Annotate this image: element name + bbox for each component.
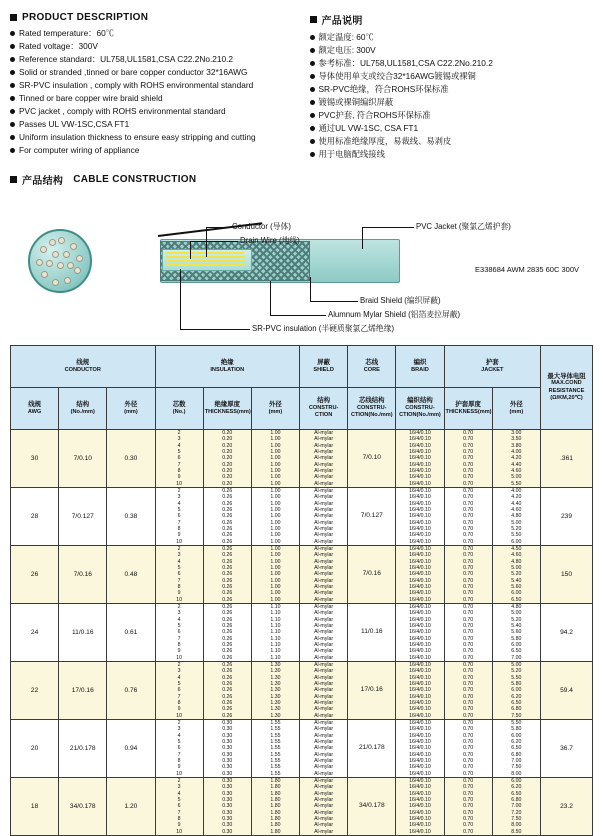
label-pvc-jacket: PVC Jacket (聚氯乙烯护套) (416, 222, 511, 231)
list-item-label: 使用标准绝缘厚度，易裁线、易剥皮 (318, 136, 452, 146)
cell-shield-construction: Al-mylar Al-mylar Al-mylar Al-mylar Al-mylar Al-mylar Al-mylar Al-mylar Al-mylar (300, 546, 348, 604)
cell-shield-construction: Al-mylar Al-mylar Al-mylar Al-mylar Al-mylar Al-mylar Al-mylar Al-mylar Al-mylar (300, 430, 348, 488)
cell-jacket-thickness: 0.70 0.70 0.70 0.70 0.70 0.70 0.70 0.70 0.70 (444, 604, 492, 662)
th-conductor-od: 外径 (mm) (107, 388, 155, 430)
cell-core-construction: 7/0.127 (348, 488, 396, 546)
leader-line (206, 227, 230, 228)
cell-shield-construction: Al-mylar Al-mylar Al-mylar Al-mylar Al-mylar Al-mylar Al-mylar Al-mylar Al-mylar (300, 488, 348, 546)
table-row (11, 430, 593, 488)
list-item (310, 149, 594, 161)
cell-jacket-od: 6.00 6.20 6.50 6.80 7.00 7.20 7.50 8.00 8.50 (492, 778, 540, 836)
cell-core-count: 2 3 4 5 6 7 8 9 10 (155, 662, 203, 720)
th-group-shield (300, 346, 348, 388)
list-item-label: Rated temperature：60℃ (19, 28, 115, 38)
cell-awg: 18 (11, 778, 59, 836)
specification-table (10, 345, 593, 836)
leader-line (362, 227, 363, 249)
leader-line (180, 269, 181, 329)
cell-braid-construction: 16/4/0.10 16/4/0.10 16/4/0.10 16/4/0.10 16/4/0.10 16/4/0.10 16/4/0.10 16/4/0.10 16/4/0.10 (396, 720, 444, 778)
cell-jacket-od: 4.50 4.60 4.80 5.00 5.20 5.40 5.60 6.00 6.50 (492, 546, 540, 604)
section-heading-cable-construction (10, 172, 593, 187)
label-mylar-shield: Alumnum Mylar Shield (铝箔麦拉屏蔽) (328, 310, 461, 319)
th-group-jacket-en: JACKET (481, 366, 504, 373)
cell-insulation-thickness: 0.26 0.26 0.26 0.26 0.26 0.26 0.26 0.26 0.26 (203, 546, 251, 604)
table-row (11, 604, 593, 662)
bullet-dot-icon (310, 126, 315, 131)
list-item (310, 58, 594, 70)
table-row (11, 778, 593, 836)
cell-insulation-thickness: 0.26 0.26 0.26 0.26 0.26 0.26 0.26 0.26 0.26 (203, 488, 251, 546)
section-heading-product-description-en (10, 12, 294, 23)
th-group-conductor-en: CONDUCTOR (64, 366, 101, 373)
list-item (310, 123, 594, 135)
section-title-cn: 产品说明 (321, 16, 363, 27)
list-item (10, 106, 294, 118)
list-item (10, 54, 294, 66)
cell-braid-construction: 16/4/0.10 16/4/0.10 16/4/0.10 16/4/0.10 16/4/0.10 16/4/0.10 16/4/0.10 16/4/0.10 16/4/0.10 (396, 662, 444, 720)
cell-max-resistance: 239 (541, 488, 593, 546)
cell-max-resistance: 59.4 (541, 662, 593, 720)
leader-line (180, 329, 250, 330)
table-row (11, 720, 593, 778)
th-core-count: 芯数 (No.) (155, 388, 203, 430)
list-item (310, 84, 594, 96)
list-item-label: Passes UL VW-1SC,CSA FT1 (19, 119, 130, 129)
th-group-braid-cn: 编织 (413, 359, 427, 366)
list-item-label: For computer wiring of appliance (19, 145, 140, 155)
section-title-en: PRODUCT DESCRIPTION (22, 12, 149, 23)
cell-core-construction: 11/0.16 (348, 604, 396, 662)
cell-core-construction: 17/0.16 (348, 662, 396, 720)
cell-braid-construction: 16/4/0.10 16/4/0.10 16/4/0.10 16/4/0.10 16/4/0.10 16/4/0.10 16/4/0.10 16/4/0.10 16/4/0.10 (396, 604, 444, 662)
cell-awg: 22 (11, 662, 59, 720)
cell-insulation-od: 1.80 1.80 1.80 1.80 1.80 1.80 1.80 1.80 1.80 (251, 778, 299, 836)
bullet-dot-icon (310, 152, 315, 157)
cell-core-count: 2 3 4 5 6 7 8 9 10 (155, 720, 203, 778)
cell-jacket-od: 4.00 4.20 4.40 4.60 4.80 5.00 5.20 5.50 6.00 (492, 488, 540, 546)
th-max-conductor-resistance (541, 346, 593, 430)
list-item-label: 导体使用单支或绞合32*16AWG镀锡或裸铜 (318, 71, 476, 81)
section-heading-product-description-cn (310, 12, 594, 27)
cell-conductor-od: 0.48 (107, 546, 155, 604)
certification-text: E338684 AWM 2835 60C 300V (475, 265, 579, 274)
list-item-label: SR-PVC绝缘，符合ROHS环保标准 (318, 84, 449, 94)
description-chinese-column (310, 12, 594, 162)
cell-jacket-thickness: 0.70 0.70 0.70 0.70 0.70 0.70 0.70 0.70 0.70 (444, 546, 492, 604)
th-shield-construction: 结构 CONSTRU-CTION (300, 388, 348, 430)
label-sr-pvc-insulation: SR-PVC insulation (半硬质聚氯乙烯绝缘) (252, 324, 395, 333)
cell-conductor-construction: 34/0.178 (59, 778, 107, 836)
leader-line (310, 301, 358, 302)
cell-jacket-thickness: 0.70 0.70 0.70 0.70 0.70 0.70 0.70 0.70 0.70 (444, 488, 492, 546)
description-section (10, 12, 593, 162)
cell-jacket-od: 4.80 5.00 5.20 5.40 5.60 5.80 6.00 6.50 7.00 (492, 604, 540, 662)
th-group-core-cn: 芯线 (365, 359, 379, 366)
cell-core-count: 2 3 4 5 6 7 8 9 10 (155, 488, 203, 546)
list-item-label: PVC护套, 符合ROHS环保标准 (318, 110, 431, 120)
construction-title-en: CABLE CONSTRUCTION (73, 174, 197, 185)
bullet-dot-icon (10, 70, 15, 75)
th-jacket-thickness: 护套厚度 THICKNESS(mm) (444, 388, 492, 430)
label-conductor: Conductor (导体) (232, 222, 291, 231)
table-body (11, 430, 593, 836)
th-group-conductor-cn: 线规 (76, 359, 90, 366)
cell-shield-construction: Al-mylar Al-mylar Al-mylar Al-mylar Al-mylar Al-mylar Al-mylar Al-mylar Al-mylar (300, 604, 348, 662)
list-item-label: PVC jacket , comply with ROHS environmental standard (19, 106, 226, 116)
leader-line (362, 227, 414, 228)
list-item (10, 80, 294, 92)
cell-core-count: 2 3 4 5 6 7 8 9 10 (155, 546, 203, 604)
cell-core-construction: 7/0.10 (348, 430, 396, 488)
bullet-dot-icon (10, 96, 15, 101)
th-braid-construction: 编织结构 CONSTRU-CTION(No./mm) (396, 388, 444, 430)
cell-core-count: 2 3 4 5 6 7 8 9 10 (155, 430, 203, 488)
list-item (10, 41, 294, 53)
list-item-label: 通过UL VW-1SC, CSA FT1 (318, 123, 419, 133)
bullet-dot-icon (310, 48, 315, 53)
cell-core-construction: 34/0.178 (348, 778, 396, 836)
cell-shield-construction: Al-mylar Al-mylar Al-mylar Al-mylar Al-mylar Al-mylar Al-mylar Al-mylar Al-mylar (300, 778, 348, 836)
list-item-label: 镀锡或裸铜编织屏蔽 (318, 97, 394, 107)
bullet-dot-icon (10, 83, 15, 88)
label-braid-shield: Braid Shield (编织屏蔽) (360, 296, 441, 305)
list-item (310, 97, 594, 109)
cell-conductor-construction: 7/0.127 (59, 488, 107, 546)
bullet-dot-icon (310, 35, 315, 40)
th-group-jacket (444, 346, 540, 388)
cell-awg: 20 (11, 720, 59, 778)
cell-max-resistance: 94.2 (541, 604, 593, 662)
cell-insulation-thickness: 0.26 0.26 0.26 0.26 0.26 0.26 0.26 0.26 0.26 (203, 662, 251, 720)
square-bullet-icon (310, 16, 317, 23)
cell-braid-construction: 16/4/0.10 16/4/0.10 16/4/0.10 16/4/0.10 16/4/0.10 16/4/0.10 16/4/0.10 16/4/0.10 16/4/0.10 (396, 778, 444, 836)
leader-line (190, 241, 191, 259)
cell-conductor-construction: 7/0.16 (59, 546, 107, 604)
description-en-list (10, 28, 294, 157)
th-resistance-en: MAX.COND RESISTANCE (Ω/KM,20℃) (548, 380, 585, 401)
cable-conductor-wires (165, 251, 245, 269)
cell-insulation-od: 1.00 1.00 1.00 1.00 1.00 1.00 1.00 1.00 1.00 (251, 488, 299, 546)
label-drain-wire: Drain Wire (地线) (240, 236, 300, 245)
cell-braid-construction: 16/4/0.10 16/4/0.10 16/4/0.10 16/4/0.10 16/4/0.10 16/4/0.10 16/4/0.10 16/4/0.10 16/4/0.10 (396, 488, 444, 546)
cell-insulation-od: 1.10 1.10 1.10 1.10 1.10 1.10 1.10 1.10 1.10 (251, 604, 299, 662)
th-group-core-en: CORE (363, 366, 380, 373)
bullet-dot-icon (310, 113, 315, 118)
cell-insulation-thickness: 0.26 0.26 0.26 0.26 0.26 0.26 0.26 0.26 0.26 (203, 604, 251, 662)
cell-braid-construction: 16/4/0.10 16/4/0.10 16/4/0.10 16/4/0.10 16/4/0.10 16/4/0.10 16/4/0.10 16/4/0.10 16/4/0.10 (396, 430, 444, 488)
th-group-braid-en: BRAID (411, 366, 429, 373)
list-item-label: 额定温度: 60℃ (318, 32, 374, 42)
cable-diagram (10, 189, 593, 339)
cable-cross-section (28, 229, 92, 293)
list-item-label: 参考标准：UL758,UL1581,CSA C22.2No.210.2 (318, 58, 493, 68)
th-group-shield-en: SHIELD (313, 366, 334, 373)
cell-conductor-construction: 21/0.178 (59, 720, 107, 778)
list-item-label: Reference standard：UL758,UL1581,CSA C22.2No.210.2 (19, 54, 234, 64)
bullet-dot-icon (10, 109, 15, 114)
list-item (10, 145, 294, 157)
list-item (310, 110, 594, 122)
bullet-dot-icon (10, 57, 15, 62)
th-jacket-od: 外径 (mm) (492, 388, 540, 430)
cell-insulation-od: 1.00 1.00 1.00 1.00 1.00 1.00 1.00 1.00 1.00 (251, 546, 299, 604)
cell-jacket-thickness: 0.70 0.70 0.70 0.70 0.70 0.70 0.70 0.70 0.70 (444, 430, 492, 488)
list-item-label: 额定电压: 300V (318, 45, 376, 55)
cell-conductor-construction: 17/0.16 (59, 662, 107, 720)
bullet-dot-icon (10, 31, 15, 36)
cell-shield-construction: Al-mylar Al-mylar Al-mylar Al-mylar Al-mylar Al-mylar Al-mylar Al-mylar Al-mylar (300, 720, 348, 778)
cell-jacket-thickness: 0.70 0.70 0.70 0.70 0.70 0.70 0.70 0.70 0.70 (444, 778, 492, 836)
certification-marking (475, 265, 579, 274)
list-item (10, 119, 294, 131)
cell-braid-construction: 16/4/0.10 16/4/0.10 16/4/0.10 16/4/0.10 16/4/0.10 16/4/0.10 16/4/0.10 16/4/0.10 16/4/0.10 (396, 546, 444, 604)
list-item (10, 132, 294, 144)
th-group-conductor (11, 346, 156, 388)
cell-jacket-thickness: 0.70 0.70 0.70 0.70 0.70 0.70 0.70 0.70 0.70 (444, 662, 492, 720)
cell-conductor-od: 0.61 (107, 604, 155, 662)
leader-line (270, 281, 271, 315)
bullet-dot-icon (310, 61, 315, 66)
cell-awg: 30 (11, 430, 59, 488)
th-awg: 线规 AWG (11, 388, 59, 430)
cell-conductor-od: 0.94 (107, 720, 155, 778)
list-item (310, 32, 594, 44)
table-subheader-row (11, 388, 593, 430)
table-row (11, 488, 593, 546)
list-item (310, 71, 594, 83)
construction-title-cn: 产品结构 (22, 176, 64, 187)
list-item (310, 136, 594, 148)
th-group-jacket-cn: 护套 (485, 359, 499, 366)
th-insulation-thickness: 绝缘厚度 THICKNESS(mm) (203, 388, 251, 430)
list-item (10, 67, 294, 79)
th-group-insulation-cn: 绝缘 (220, 359, 234, 366)
th-insulation-od: 外径 (mm) (251, 388, 299, 430)
cell-insulation-thickness: 0.30 0.30 0.30 0.30 0.30 0.30 0.30 0.30 0.30 (203, 720, 251, 778)
list-item (10, 28, 294, 40)
cell-jacket-od: 3.00 3.50 3.80 4.00 4.20 4.40 4.60 5.00 5.50 (492, 430, 540, 488)
cell-insulation-thickness: 0.20 0.20 0.20 0.20 0.20 0.20 0.20 0.20 0.20 (203, 430, 251, 488)
cell-insulation-thickness: 0.30 0.30 0.30 0.30 0.30 0.30 0.30 0.30 0.30 (203, 778, 251, 836)
list-item (310, 45, 594, 57)
cell-conductor-od: 1.20 (107, 778, 155, 836)
cell-jacket-od: 5.50 5.80 6.00 6.20 6.50 6.80 7.00 7.50 8.00 (492, 720, 540, 778)
cell-awg: 24 (11, 604, 59, 662)
cell-core-construction: 7/0.16 (348, 546, 396, 604)
description-cn-list (310, 32, 594, 161)
bullet-dot-icon (310, 100, 315, 105)
cell-conductor-construction: 7/0.10 (59, 430, 107, 488)
leader-line (310, 277, 311, 301)
cell-shield-construction: Al-mylar Al-mylar Al-mylar Al-mylar Al-mylar Al-mylar Al-mylar Al-mylar Al-mylar (300, 662, 348, 720)
list-item-label: SR-PVC insulation , comply with ROHS environmental standard (19, 80, 254, 90)
cell-core-construction: 21/0.178 (348, 720, 396, 778)
bullet-dot-icon (10, 44, 15, 49)
cell-awg: 28 (11, 488, 59, 546)
list-item-label: Tinned or bare copper wire braid shield (19, 93, 163, 103)
cell-insulation-od: 1.00 1.00 1.00 1.00 1.00 1.00 1.00 1.00 1.00 (251, 430, 299, 488)
bullet-dot-icon (10, 148, 15, 153)
cell-conductor-construction: 11/0.16 (59, 604, 107, 662)
cell-max-resistance: 150 (541, 546, 593, 604)
cell-awg: 26 (11, 546, 59, 604)
cell-core-count: 2 3 4 5 6 7 8 9 10 (155, 778, 203, 836)
th-conductor-construction: 结构 (No./mm) (59, 388, 107, 430)
table-row (11, 662, 593, 720)
bullet-dot-icon (10, 122, 15, 127)
th-group-braid (396, 346, 444, 388)
th-group-core (348, 346, 396, 388)
cell-max-resistance: 36.7 (541, 720, 593, 778)
th-group-insulation-en: INSULATION (210, 366, 245, 373)
description-english-column (10, 12, 294, 162)
table-row (11, 546, 593, 604)
leader-line (190, 241, 238, 242)
list-item-label: Rated voltage：300V (19, 41, 98, 51)
list-item-label: 用于电脑配线接线 (318, 149, 385, 159)
cell-conductor-od: 0.30 (107, 430, 155, 488)
square-bullet-icon (10, 14, 17, 21)
list-item-label: Uniform insulation thickness to ensure easy stripping and cutting (19, 132, 256, 142)
cell-insulation-od: 1.55 1.55 1.55 1.55 1.55 1.55 1.55 1.55 1.55 (251, 720, 299, 778)
cell-max-resistance: .361 (541, 430, 593, 488)
cell-jacket-thickness: 0.70 0.70 0.70 0.70 0.70 0.70 0.70 0.70 0.70 (444, 720, 492, 778)
th-group-insulation (155, 346, 300, 388)
list-item-label: Solid or stranded ,tinned or bare copper conductor 32*16AWG (19, 67, 248, 77)
cell-conductor-od: 0.38 (107, 488, 155, 546)
th-group-shield-cn: 屏蔽 (317, 359, 330, 366)
leader-line (270, 315, 326, 316)
leader-line (206, 227, 207, 257)
list-item (10, 93, 294, 105)
cell-core-count: 2 3 4 5 6 7 8 9 10 (155, 604, 203, 662)
square-bullet-icon (10, 176, 17, 183)
th-resistance-cn: 最大导体电阻 (547, 372, 586, 380)
cell-jacket-od: 5.00 5.20 5.50 5.80 6.00 6.20 6.50 6.80 7.50 (492, 662, 540, 720)
th-core-construction: 芯线结构 CONSTRU-CTION(No./mm) (348, 388, 396, 430)
table-header (11, 346, 593, 430)
cell-conductor-od: 0.76 (107, 662, 155, 720)
bullet-dot-icon (10, 135, 15, 140)
cell-insulation-od: 1.30 1.30 1.30 1.30 1.30 1.30 1.30 1.30 1.30 (251, 662, 299, 720)
bullet-dot-icon (310, 139, 315, 144)
cell-max-resistance: 23.2 (541, 778, 593, 836)
table-header-group-row (11, 346, 593, 388)
bullet-dot-icon (310, 74, 315, 79)
bullet-dot-icon (310, 87, 315, 92)
